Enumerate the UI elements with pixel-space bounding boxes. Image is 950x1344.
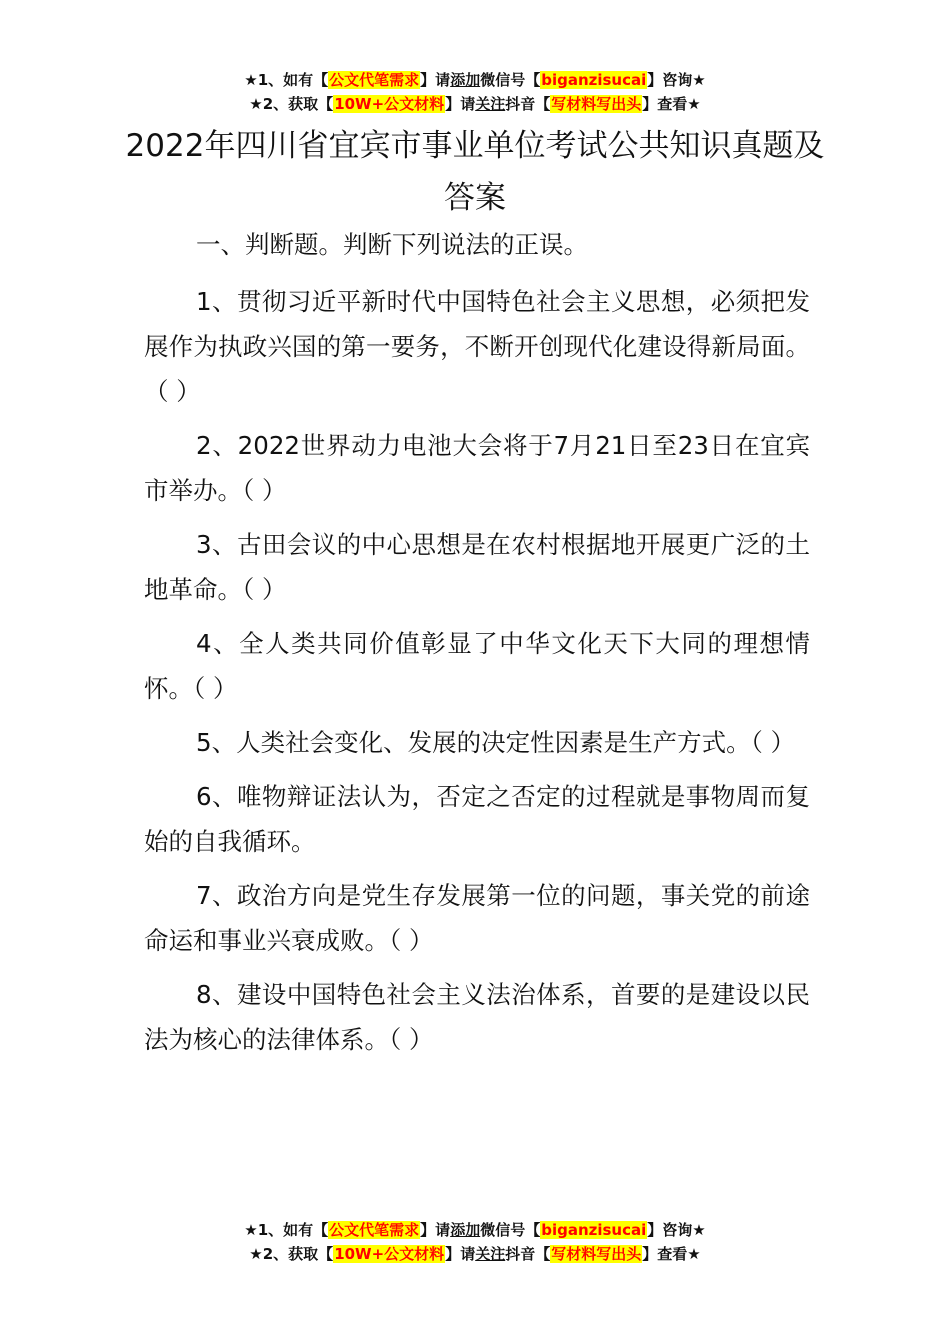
promo-text: 】咨询★: [647, 71, 706, 89]
question-item: 8、建设中国特色社会主义法治体系，首要的是建设以民法为核心的法律体系。（ ）: [144, 980, 810, 1054]
promo-text: ★2、获取【: [249, 1245, 334, 1263]
promo-text: 】查看★: [642, 95, 701, 113]
promo-text: 】请: [420, 1221, 451, 1239]
promo-text: ★1、如有【: [244, 1221, 329, 1239]
promo-text: 】请: [445, 95, 476, 113]
promo-wechat-id: biganzisucai: [541, 1221, 647, 1239]
promo-text: ★2、获取【: [249, 95, 334, 113]
section-heading: 一、判断题。判断下列说法的正误。: [196, 230, 588, 259]
promo-footer: [0, 1218, 950, 1266]
promo-text: 】查看★: [642, 1245, 701, 1263]
question-item: 6、唯物辩证法认为，否定之否定的过程就是事物周而复始的自我循环。: [144, 782, 810, 856]
question-item: 1、贯彻习近平新时代中国特色社会主义思想，必须把发展作为执政兴国的第一要务，不断开创现代化建设得新局面。（ ）: [144, 287, 810, 406]
promo-douyin-account: 写材料写出头: [551, 1245, 642, 1263]
document-title: 2022年四川省宜宾市事业单位考试公共知识真题及答案: [125, 128, 825, 216]
promo-underlined: 关注: [475, 95, 506, 113]
promo-text: 】咨询★: [647, 1221, 706, 1239]
question-item: 7、政治方向是党生存发展第一位的问题，事关党的前途命运和事业兴衰成败。（ ）: [144, 881, 810, 955]
promo-text: 抖音【: [505, 1245, 551, 1263]
promo-text: 微信号【: [480, 71, 541, 89]
promo-line-2: [0, 92, 950, 116]
promo-line-1: [0, 68, 950, 92]
promo-text: 抖音【: [505, 95, 551, 113]
question-item: 3、古田会议的中心思想是在农村根据地开展更广泛的土地革命。（ ）: [144, 530, 810, 604]
question-item: 2、2022世界动力电池大会将于7月21日至23日在宜宾市举办。（ ）: [144, 431, 810, 505]
promo-highlight: 公文代笔需求: [329, 71, 420, 89]
promo-wechat-id: biganzisucai: [541, 71, 647, 89]
question-item: 5、人类社会变化、发展的决定性因素是生产方式。（ ）: [196, 728, 796, 757]
promo-line-2: [0, 1242, 950, 1266]
promo-text: 微信号【: [480, 1221, 541, 1239]
promo-text: ★1、如有【: [244, 71, 329, 89]
promo-highlight: 10W+公文材料: [334, 1245, 445, 1263]
promo-line-1: [0, 1218, 950, 1242]
question-item: 4、全人类共同价值彰显了中华文化天下大同的理想情怀。（ ）: [144, 629, 810, 703]
promo-underlined: 添加: [450, 1221, 481, 1239]
promo-header: [0, 68, 950, 116]
promo-underlined: 添加: [450, 71, 481, 89]
promo-highlight: 公文代笔需求: [329, 1221, 420, 1239]
promo-text: 】请: [420, 71, 451, 89]
promo-highlight: 10W+公文材料: [334, 95, 445, 113]
promo-text: 】请: [445, 1245, 476, 1263]
promo-douyin-account: 写材料写出头: [551, 95, 642, 113]
promo-underlined: 关注: [475, 1245, 506, 1263]
document-body: [144, 222, 810, 1071]
